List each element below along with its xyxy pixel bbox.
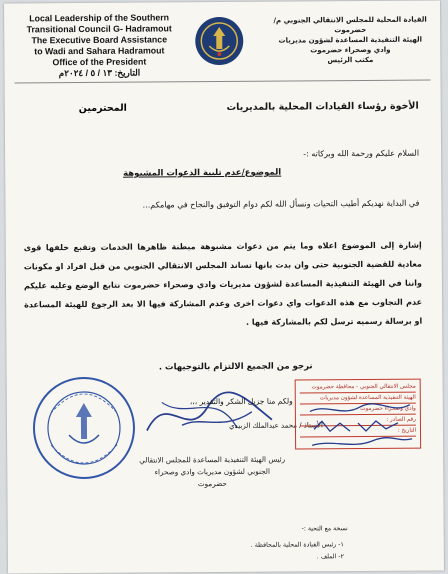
signer-title-line: رئيس الهيئة التنفيذية المساعدة للمجلس الانتقالي: [139, 454, 286, 465]
header-arabic-line: القيادة المحلية للمجلس الانتقالي الجنوبي م/ حضرموت: [273, 15, 427, 35]
honorific: المحترمين: [78, 102, 127, 115]
closing-line: نرجو من الجميع الالتزام بالتوجيهات .: [158, 361, 313, 373]
registry-stamp-line: مجلس الانتقالي الجنوبي - محافظة حضرموت: [300, 382, 416, 394]
handwritten-signature: [127, 380, 287, 451]
subject-line: [123, 168, 281, 179]
signer-title: [117, 453, 307, 490]
header-divider: [15, 80, 431, 84]
header-arabic-block: [270, 15, 430, 66]
header-arabic-line: مكتب الرئيس: [327, 55, 374, 65]
addressee: الأخوة رؤساء القيادات المحلية بالمديريات: [226, 100, 419, 113]
letter-page: [4, 0, 444, 573]
signer-name: الأستاذ / محمد عبدالملك الزبيدي: [229, 421, 323, 430]
registry-stamp-line: الهيئة التنفيذية المساعدة لشؤون مديريات: [300, 393, 416, 405]
copy-to-title: نسخة مع التحية :-: [301, 525, 348, 533]
intro-paragraph: في البداية نهديكم أطيب التحيات ونسأل الله لكم دوام التوفيق والنجاح في مهامكم...: [142, 198, 420, 210]
subject-text: عدم تلبية الدعوات المشبوهة: [123, 167, 242, 179]
registry-stamp-line: وادي وصحراء حضرموت: [300, 404, 416, 416]
header-arabic-line: الهيئة التنفيذية المساعدة لشؤون مديريات: [278, 35, 423, 45]
registry-stamp-line: رقم الصادر :: [300, 415, 416, 427]
greeting: السلام عليكم ورحمة الله وبركاته :-: [303, 148, 420, 159]
copy-to-item: ١- رئيس القيادة المحلية بالمحافظة .: [250, 541, 344, 549]
council-emblem-logo: [194, 16, 244, 66]
header-english-line: Office of the President: [52, 56, 147, 68]
handwritten-registry-numbers: [302, 399, 417, 452]
signer-title-line: حضرموت: [197, 478, 227, 489]
header-date: التاريخ: ١٣ / ٥ / ٢٠٢٤م: [58, 67, 141, 79]
header-english-line: to Wadi and Sahara Hadramout: [34, 45, 165, 57]
thanks-line: ولكم منا جزيل الشكر والتقدير ،،،: [189, 396, 293, 407]
header-english-line: The Executive Board Assistance: [31, 34, 168, 46]
header-english-line: Transitional Council G- Hadramout: [26, 23, 172, 35]
header-english-block: [14, 12, 184, 79]
subject-label: الموضوع/: [241, 167, 282, 178]
header-arabic-line: وادي وصحراء حضرموت: [310, 45, 391, 55]
signer-title-line: الجنوبي لشؤون مديريات وادي وصحراء: [154, 466, 270, 477]
registry-stamp-line: التاريخ :: [300, 426, 416, 438]
header-english-line: Local Leadership of the Southern: [29, 12, 170, 24]
body-paragraph: إشارة إلى الموضوع اعلاه وما يتم من دعوات مشبوهة مبطنة ظاهرها الخدمات وتقبع خلفها قوى معادية للقضية الجنوبية حتى وان بدت بانها تساند المجلس الانتقالي الجنوبي من قبل افراد او مكونات واننا في الهيئة التنفيذية المساعدة لشؤون مديريات وادي وصحراء حضرموت نتابع الوضع وعليه عليكم عدم التجاوب مع هذه الدعوات واي دعوات اخرى وعدم المشاركة فيها الا بعد الرجوع للهيئة المساعدة او برسالة رسميه ترسل لكم بالمشاركة فيها .: [23, 240, 423, 327]
copy-to-item: ٢- الملف .: [316, 553, 344, 561]
